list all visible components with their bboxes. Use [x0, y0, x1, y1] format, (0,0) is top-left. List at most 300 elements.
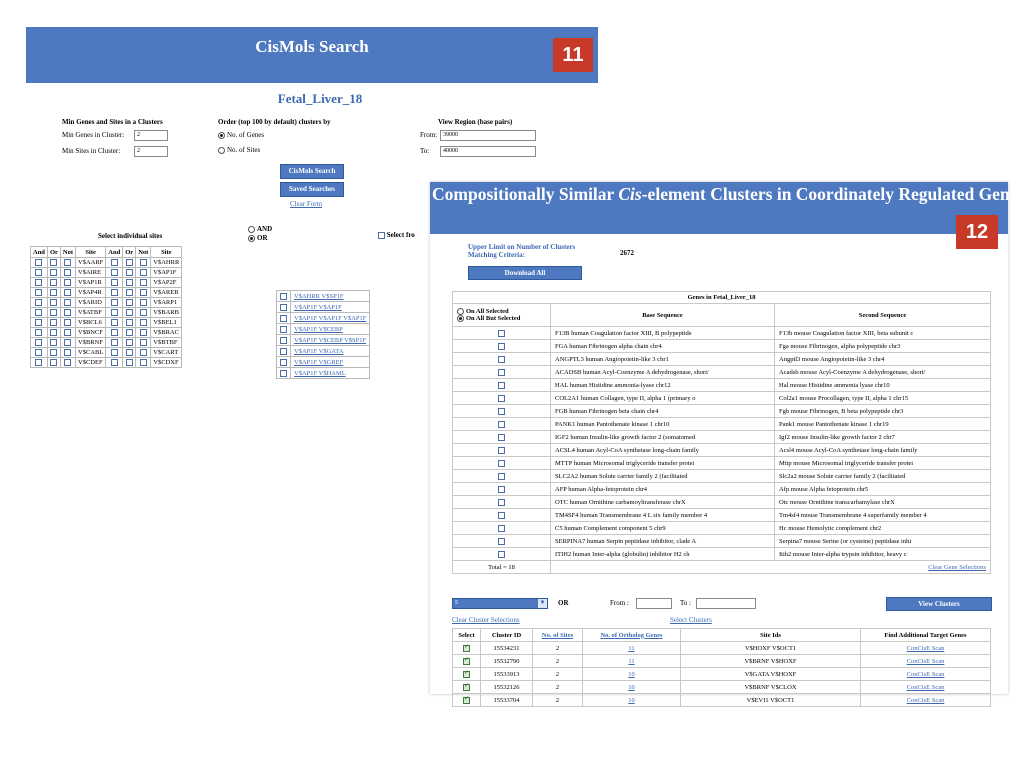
cluster-site-ids: V$GATA V$HOXF: [681, 668, 861, 681]
site-name: V$ARP1: [151, 298, 182, 308]
site-option-checkbox[interactable]: [35, 329, 42, 336]
site-option-checkbox[interactable]: [35, 269, 42, 276]
site-cell: [123, 288, 136, 298]
cluster-from-input[interactable]: [636, 598, 672, 609]
sites-table-row: [31, 318, 182, 328]
gene-checkbox[interactable]: [498, 473, 505, 480]
cluster-col-header: [681, 629, 861, 642]
site-option-checkbox[interactable]: [50, 299, 57, 306]
site-option-checkbox[interactable]: [64, 289, 71, 296]
site-combination-link[interactable]: V$AP1F V$AP1F V$AP1F: [294, 314, 367, 322]
download-all-button[interactable]: Download All: [468, 266, 582, 280]
site-cell: [106, 268, 123, 278]
site-option-checkbox[interactable]: [111, 289, 118, 296]
site-name: V$CDEF: [76, 358, 106, 368]
site-combination-cell: [277, 302, 291, 313]
site-option-checkbox[interactable]: [140, 339, 147, 346]
gene-base-sequence: ANGPTL3 human Angiopoietin-like 3 chr1: [551, 353, 775, 366]
site-option-checkbox[interactable]: [50, 289, 57, 296]
site-cell: [106, 298, 123, 308]
gene-second-sequence: Angptl3 mouse Angiopoietin-like 3 chr4: [775, 353, 991, 366]
site-cell: [136, 358, 151, 368]
cluster-col-header: [453, 629, 481, 642]
site-combination-link[interactable]: V$AP1F V$AP1F: [294, 303, 342, 311]
site-combination-cell: [291, 313, 370, 324]
sites-col-header: Site: [151, 247, 182, 258]
site-combination-checkbox[interactable]: [280, 359, 287, 366]
cluster-select-cell: [453, 655, 481, 668]
site-combination-checkbox[interactable]: [280, 370, 287, 377]
gene-select-cell: [453, 405, 551, 418]
site-combination-link[interactable]: V$AP1F V$GREF: [294, 358, 344, 366]
site-combination-cell: [291, 302, 370, 313]
cluster-to-input[interactable]: [696, 598, 756, 609]
clear-cluster-selections-link[interactable]: Clear Cluster Selections: [452, 616, 520, 624]
site-combination-checkbox[interactable]: [280, 304, 287, 311]
site-cell: [106, 288, 123, 298]
gene-second-sequence: Hc mouse Hemolytic complement chr2: [775, 522, 991, 535]
cluster-genes-cell: [583, 668, 681, 681]
order-sites-option[interactable]: [218, 146, 260, 154]
clear-form-link[interactable]: Clear Form: [290, 200, 323, 208]
site-cell: [136, 288, 151, 298]
gene-select-cell: [453, 457, 551, 470]
site-option-checkbox[interactable]: [50, 349, 57, 356]
site-cell: [47, 338, 60, 348]
site-cell: [136, 318, 151, 328]
gene-row: [453, 535, 991, 548]
site-cell: [60, 358, 75, 368]
site-option-checkbox[interactable]: [140, 279, 147, 286]
gene-checkbox[interactable]: [498, 525, 505, 532]
site-cell: [47, 258, 60, 268]
concise-scan-link[interactable]: ConCisE Scan: [906, 670, 945, 678]
gene-select-cell: [453, 509, 551, 522]
site-option-checkbox[interactable]: [126, 299, 133, 306]
site-option-checkbox[interactable]: [50, 339, 57, 346]
to-label: To :: [680, 599, 691, 607]
site-option-checkbox[interactable]: [64, 279, 71, 286]
site-cell: [47, 348, 60, 358]
order-genes-label: No. of Genes: [227, 131, 265, 139]
or-label: OR: [257, 234, 268, 242]
on-all-but-selected-option[interactable]: On All But Selected: [457, 315, 546, 322]
cluster-genes-cell: [583, 655, 681, 668]
site-cell: [136, 258, 151, 268]
and-option[interactable]: [248, 225, 272, 233]
site-cell: [31, 268, 48, 278]
cluster-site-ids: V$BRNF V$HOXF: [681, 655, 861, 668]
site-option-checkbox[interactable]: [140, 259, 147, 266]
site-option-checkbox[interactable]: [64, 349, 71, 356]
cluster-genes-link[interactable]: 10: [628, 683, 635, 691]
site-cell: [47, 328, 60, 338]
site-name: V$ARID: [76, 298, 106, 308]
cluster-col-header-label[interactable]: No. of Sites: [541, 631, 574, 639]
site-option-checkbox[interactable]: [126, 359, 133, 366]
gene-checkbox[interactable]: [498, 551, 505, 558]
gene-checkbox[interactable]: [498, 369, 505, 376]
and-radio[interactable]: [248, 226, 255, 233]
site-cell: [60, 288, 75, 298]
site-option-checkbox[interactable]: [140, 349, 147, 356]
site-combination-row: [277, 335, 370, 346]
site-cell: [47, 308, 60, 318]
region-section-heading: View Region (base pairs): [438, 118, 513, 126]
cismols-search-button[interactable]: CisMols Search: [280, 164, 344, 179]
gene-checkbox[interactable]: [498, 408, 505, 415]
site-combination-link[interactable]: V$AP1F V$GATA: [294, 347, 344, 355]
gene-row: [453, 431, 991, 444]
site-option-checkbox[interactable]: [50, 359, 57, 366]
site-option-checkbox[interactable]: [64, 329, 71, 336]
cluster-col-header: [583, 629, 681, 642]
site-option-checkbox[interactable]: [126, 349, 133, 356]
site-cell: [31, 278, 48, 288]
order-sites-radio[interactable]: [218, 147, 225, 154]
site-option-checkbox[interactable]: [140, 319, 147, 326]
genes-table-wrapper: [452, 291, 990, 574]
gene-checkbox[interactable]: [498, 395, 505, 402]
site-name: V$AP1F: [151, 268, 182, 278]
site-cell: [31, 338, 48, 348]
site-option-checkbox[interactable]: [64, 339, 71, 346]
cluster-checkbox[interactable]: [463, 671, 470, 678]
clusters-table-wrapper: [452, 628, 990, 707]
site-combination-link[interactable]: V$AP1F V$CEBP V$SP1F: [294, 336, 367, 344]
site-option-checkbox[interactable]: [50, 269, 57, 276]
site-cell: [123, 358, 136, 368]
site-option-checkbox[interactable]: [126, 319, 133, 326]
site-cell: [106, 328, 123, 338]
site-combination-cell: [291, 335, 370, 346]
saved-searches-button[interactable]: Saved Searches: [280, 182, 344, 197]
site-combination-checkbox[interactable]: [280, 326, 287, 333]
cluster-checkbox[interactable]: [463, 645, 470, 652]
cluster-genes-link[interactable]: 10: [628, 696, 635, 704]
site-option-checkbox[interactable]: [50, 319, 57, 326]
select-from-option[interactable]: [378, 231, 415, 239]
site-option-checkbox[interactable]: [140, 329, 147, 336]
site-name: V$AHRR: [151, 258, 182, 268]
site-option-checkbox[interactable]: [111, 309, 118, 316]
gene-checkbox[interactable]: [498, 356, 505, 363]
site-cell: [47, 268, 60, 278]
site-option-checkbox[interactable]: [126, 309, 133, 316]
cluster-genes-link[interactable]: 11: [628, 657, 635, 665]
site-option-checkbox[interactable]: [126, 269, 133, 276]
site-cell: [123, 258, 136, 268]
site-name: V$BCL6: [76, 318, 106, 328]
and-label: AND: [257, 225, 273, 233]
gene-base-sequence: F13B human Coagulation factor XIII, B polypeptide: [551, 327, 775, 340]
site-option-checkbox[interactable]: [111, 349, 118, 356]
cluster-checkbox[interactable]: [463, 697, 470, 704]
clear-gene-selections-link[interactable]: Clear Gene Selections: [928, 563, 987, 571]
site-option-checkbox[interactable]: [111, 279, 118, 286]
gene-row: [453, 496, 991, 509]
gene-select-cell: [453, 483, 551, 496]
site-combination-link[interactable]: V$AHRR V$SP1F: [294, 292, 344, 300]
site-cell: [123, 348, 136, 358]
site-combination-cell: [291, 324, 370, 335]
site-name: V$BNCF: [76, 328, 106, 338]
site-name: V$AP2F: [151, 278, 182, 288]
site-combination-row: [277, 357, 370, 368]
chevron-down-icon[interactable]: ▼: [539, 600, 546, 606]
concise-scan-link[interactable]: ConCisE Scan: [906, 696, 945, 704]
gene-select-cell: [453, 353, 551, 366]
gene-checkbox[interactable]: [498, 421, 505, 428]
site-cell: [123, 308, 136, 318]
cluster-genes-link[interactable]: 10: [628, 670, 635, 678]
cluster-id: 15532126: [481, 681, 533, 694]
site-option-checkbox[interactable]: [111, 329, 118, 336]
site-name: V$BARB: [151, 308, 182, 318]
site-combination-link[interactable]: V$AP1F V$CEBP: [294, 325, 343, 333]
sites-table-row: [31, 308, 182, 318]
gene-checkbox[interactable]: [498, 538, 505, 545]
cluster-genes-link[interactable]: 11: [628, 644, 635, 652]
site-cell: [60, 318, 75, 328]
gene-row: [453, 340, 991, 353]
site-option-checkbox[interactable]: [35, 259, 42, 266]
site-cell: [31, 308, 48, 318]
on-all-selected-option[interactable]: On All Selected: [457, 308, 546, 315]
site-option-checkbox[interactable]: [64, 359, 71, 366]
site-combination-checkbox[interactable]: [280, 293, 287, 300]
cluster-col-header-label[interactable]: No. of Ortholog Genes: [600, 631, 663, 639]
min-genes-input[interactable]: 2: [134, 130, 168, 141]
gene-second-sequence: Mttp mouse Microsomal triglyceride transfer protei: [775, 457, 991, 470]
gene-second-sequence: Col2a1 mouse Procollagen, type II, alpha 1 chr15: [775, 392, 991, 405]
site-option-checkbox[interactable]: [140, 289, 147, 296]
cluster-col-header-label: Cluster ID: [491, 631, 522, 639]
gene-second-sequence: F13b mouse Coagulation factor XIII, beta subunit c: [775, 327, 991, 340]
site-cell: [136, 338, 151, 348]
or-radio[interactable]: [248, 235, 255, 242]
select-from-label: Select fro: [386, 231, 415, 239]
site-combination-cell: [277, 324, 291, 335]
gene-select-cell: [453, 340, 551, 353]
site-option-checkbox[interactable]: [64, 259, 71, 266]
site-option-checkbox[interactable]: [126, 279, 133, 286]
cluster-row: [453, 642, 991, 655]
cluster-col-header: [533, 629, 583, 642]
site-option-checkbox[interactable]: [64, 319, 71, 326]
view-clusters-button[interactable]: View Clusters: [886, 597, 992, 611]
gene-select-cell: [453, 470, 551, 483]
cluster-col-header: [481, 629, 533, 642]
gene-second-sequence: Acadsb mouse Acyl-Coenzyme A dehydrogenase, short/: [775, 366, 991, 379]
sites-table-wrapper: [30, 246, 248, 396]
site-combination-cell: [277, 346, 291, 357]
site-option-checkbox[interactable]: [140, 299, 147, 306]
cluster-col-header-label: Find Additional Target Genes: [884, 631, 967, 639]
site-name: V$AREB: [151, 288, 182, 298]
gene-checkbox[interactable]: [498, 512, 505, 519]
concise-scan-link[interactable]: ConCisE Scan: [906, 657, 945, 665]
site-option-checkbox[interactable]: [111, 319, 118, 326]
site-combinations-wrapper: [276, 290, 436, 396]
gene-select-cell: [453, 392, 551, 405]
cluster-genes-cell: [583, 681, 681, 694]
upper-limit-label: Upper Limit on Number of Clusters Matching Criteria:: [468, 243, 576, 259]
dataset-title: Fetal_Liver_18: [277, 91, 363, 106]
gene-checkbox[interactable]: [498, 434, 505, 441]
gene-checkbox[interactable]: [498, 382, 505, 389]
order-genes-option[interactable]: [218, 131, 264, 139]
site-option-checkbox[interactable]: [35, 339, 42, 346]
site-option-checkbox[interactable]: [50, 259, 57, 266]
site-option-checkbox[interactable]: [35, 309, 42, 316]
region-to-input[interactable]: 40000: [440, 146, 536, 157]
gene-base-sequence: FGB human Fibrinogen beta chain chr4: [551, 405, 775, 418]
site-combination-checkbox[interactable]: [280, 337, 287, 344]
gene-second-sequence: Itih2 mouse Inter-alpha trypsin inhibitor, heavy c: [775, 548, 991, 561]
gene-row: [453, 405, 991, 418]
cluster-count-select[interactable]: [452, 598, 548, 609]
site-combination-checkbox[interactable]: [280, 315, 287, 322]
select-clusters-link[interactable]: Select Clusters: [670, 616, 712, 624]
region-from-input[interactable]: 39000: [440, 130, 536, 141]
site-option-checkbox[interactable]: [35, 319, 42, 326]
cluster-row: [453, 681, 991, 694]
order-section-heading: Order (top 100 by default) clusters by: [218, 118, 331, 126]
site-option-checkbox[interactable]: [35, 279, 42, 286]
site-option-checkbox[interactable]: [64, 309, 71, 316]
site-option-checkbox[interactable]: [50, 309, 57, 316]
site-option-checkbox[interactable]: [50, 329, 57, 336]
site-option-checkbox[interactable]: [64, 299, 71, 306]
site-cell: [31, 298, 48, 308]
site-option-checkbox[interactable]: [35, 289, 42, 296]
site-cell: [136, 328, 151, 338]
site-cell: [123, 268, 136, 278]
sites-table-row: [31, 268, 182, 278]
gene-checkbox[interactable]: [498, 330, 505, 337]
cluster-col-header-label: Select: [458, 631, 475, 639]
site-option-checkbox[interactable]: [126, 339, 133, 346]
cluster-id: 15533704: [481, 694, 533, 707]
gene-checkbox[interactable]: [498, 460, 505, 467]
gene-second-sequence: Tm4sf4 mouse Transmembrane 4 superfamily member 4: [775, 509, 991, 522]
sites-table: [30, 246, 182, 368]
gene-select-cell: [453, 444, 551, 457]
sites-col-header: Not: [136, 247, 151, 258]
site-option-checkbox[interactable]: [126, 329, 133, 336]
gene-checkbox[interactable]: [498, 486, 505, 493]
site-option-checkbox[interactable]: [140, 269, 147, 276]
site-option-checkbox[interactable]: [140, 309, 147, 316]
site-option-checkbox[interactable]: [35, 349, 42, 356]
site-option-checkbox[interactable]: [111, 359, 118, 366]
cluster-action-cell: [861, 681, 991, 694]
site-cell: [106, 308, 123, 318]
sites-table-row: [31, 258, 182, 268]
gene-checkbox[interactable]: [498, 447, 505, 454]
cluster-sites: 2: [533, 694, 583, 707]
min-sites-input[interactable]: 2: [134, 146, 168, 157]
site-option-checkbox[interactable]: [111, 299, 118, 306]
gene-row: [453, 470, 991, 483]
or-option[interactable]: [248, 234, 268, 242]
site-combination-checkbox[interactable]: [280, 348, 287, 355]
cluster-checkbox[interactable]: [463, 658, 470, 665]
upper-limit-value: 2672: [620, 249, 634, 257]
site-option-checkbox[interactable]: [140, 359, 147, 366]
site-option-checkbox[interactable]: [50, 279, 57, 286]
site-option-checkbox[interactable]: [35, 359, 42, 366]
second-sequence-header: Second Sequence: [775, 304, 991, 327]
cluster-id: 15533913: [481, 668, 533, 681]
selection-mode-cell: [453, 304, 551, 327]
site-cell: [136, 348, 151, 358]
gene-checkbox[interactable]: [498, 343, 505, 350]
site-option-checkbox[interactable]: [126, 259, 133, 266]
gene-row: [453, 457, 991, 470]
on-all-selected-radio[interactable]: [457, 308, 464, 315]
on-all-but-selected-radio[interactable]: [457, 315, 464, 322]
site-name: V$AIRE: [76, 268, 106, 278]
order-genes-radio[interactable]: [218, 132, 225, 139]
site-option-checkbox[interactable]: [111, 269, 118, 276]
site-cell: [60, 268, 75, 278]
site-option-checkbox[interactable]: [35, 299, 42, 306]
site-cell: [47, 298, 60, 308]
site-cell: [136, 268, 151, 278]
cluster-action-cell: [861, 655, 991, 668]
cluster-id: 15532790: [481, 655, 533, 668]
concise-scan-link[interactable]: ConCisE Scan: [906, 683, 945, 691]
site-option-checkbox[interactable]: [111, 339, 118, 346]
gene-select-cell: [453, 379, 551, 392]
gene-checkbox[interactable]: [498, 499, 505, 506]
sites-table-row: [31, 278, 182, 288]
panel11-banner: [26, 27, 598, 83]
gene-second-sequence: Fga mouse Fibrinogen, alpha polypeptide chr3: [775, 340, 991, 353]
gene-row: [453, 353, 991, 366]
gene-base-sequence: ACSL4 human Acyl-CoA synthetase long-chain family: [551, 444, 775, 457]
gene-base-sequence: ITIH2 human Inter-alpha (globulin) inhibitor H2 ch: [551, 548, 775, 561]
cluster-checkbox[interactable]: [463, 684, 470, 691]
select-from-checkbox[interactable]: [378, 232, 385, 239]
site-name: V$AARF: [76, 258, 106, 268]
cluster-action-cell: [861, 668, 991, 681]
site-option-checkbox[interactable]: [64, 269, 71, 276]
gene-row: [453, 509, 991, 522]
site-name: V$BTBF: [151, 338, 182, 348]
site-cell: [31, 348, 48, 358]
min-genes-label: Min Genes in Cluster:: [62, 131, 125, 139]
site-option-checkbox[interactable]: [126, 289, 133, 296]
gene-row: [453, 366, 991, 379]
site-cell: [60, 278, 75, 288]
concise-scan-link[interactable]: ConCisE Scan: [906, 644, 945, 652]
gene-select-cell: [453, 431, 551, 444]
site-combination-cell: [277, 335, 291, 346]
site-option-checkbox[interactable]: [111, 259, 118, 266]
site-cell: [47, 358, 60, 368]
site-combination-link[interactable]: V$AP1F V$HAML: [294, 369, 346, 377]
gene-base-sequence: C5 human Complement component 5 chr9: [551, 522, 775, 535]
sites-col-header: Or: [47, 247, 60, 258]
cluster-select-cell: [453, 681, 481, 694]
site-cell: [106, 258, 123, 268]
site-cell: [106, 318, 123, 328]
cluster-sites: 2: [533, 642, 583, 655]
genes-total: Total = 18: [453, 561, 551, 574]
